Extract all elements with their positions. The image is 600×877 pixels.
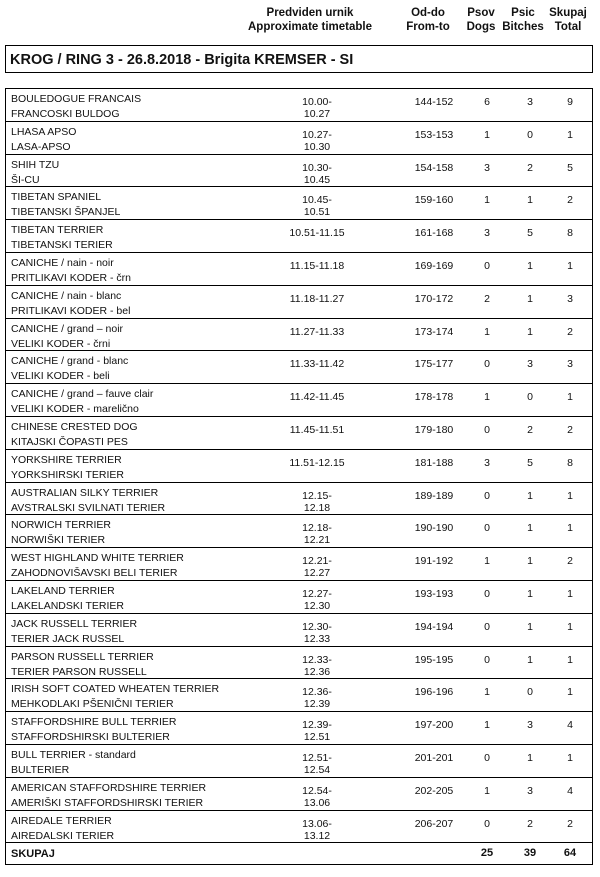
- total-header: [546, 6, 590, 34]
- table-row: [5, 614, 593, 647]
- range-cell: 194-194: [414, 620, 454, 633]
- range-cell: 170-172: [414, 292, 454, 305]
- breed-name-local: VELIKI KODER - črni: [11, 337, 111, 350]
- total-cell: 2: [567, 194, 573, 207]
- breed-table: [5, 88, 593, 865]
- range-cell: 179-180: [414, 423, 454, 436]
- time-cell: 12.18-12.21: [302, 522, 332, 547]
- total-cell: 1: [567, 128, 573, 141]
- dogs-header-en: Dogs: [466, 21, 496, 33]
- breed-name: SHIH TZU: [11, 158, 60, 171]
- range-cell: 159-160: [414, 194, 454, 207]
- breed-name-local: FRANCOSKI BULDOG: [11, 108, 120, 120]
- range-cell: 202-205: [414, 784, 454, 797]
- range-header-en: From-to: [406, 21, 450, 33]
- breed-name-local: KITAJSKI ČOPASTI PES: [11, 435, 128, 448]
- table-row: [5, 647, 593, 680]
- breed-name-local: TIBETANSKI ŠPANJEL: [11, 206, 121, 219]
- bitches-cell: 1: [527, 259, 533, 272]
- bitches-cell: 2: [527, 817, 533, 830]
- total-header-en: Total: [554, 21, 582, 33]
- range-cell: 161-168: [414, 227, 454, 240]
- breed-name: JACK RUSSELL TERRIER: [11, 617, 138, 630]
- table-row: [5, 319, 593, 352]
- time-cell: 12.39-12.51: [302, 719, 332, 744]
- breed-name-local: LASA-APSO: [11, 140, 71, 153]
- breed-name: AIREDALE TERRIER: [11, 814, 112, 827]
- breed-name-local: PRITLIKAVI KODER - bel: [11, 304, 131, 317]
- range-cell: 190-190: [414, 522, 454, 535]
- table-row: [5, 548, 593, 581]
- time-cell: 10.30-10.45: [302, 161, 332, 186]
- dogs-cell: 0: [484, 587, 490, 600]
- breed-name-local: TERIER PARSON RUSSELL: [11, 665, 147, 678]
- bitches-cell: 1: [527, 587, 533, 600]
- dogs-cell: 3: [484, 456, 490, 469]
- dogs-cell: 0: [484, 259, 490, 272]
- breed-name-local: AVSTRALSKI SVILNATI TERIER: [11, 501, 166, 514]
- totals-row: [5, 843, 593, 865]
- dogs-cell: 1: [484, 391, 490, 404]
- dogs-cell: 6: [484, 96, 490, 108]
- dogs-cell: 0: [484, 489, 490, 502]
- range-header-sl: Od-do: [411, 7, 445, 19]
- range-cell: 206-207: [414, 817, 454, 830]
- range-cell: 201-201: [414, 751, 454, 764]
- bitches-cell: 1: [527, 292, 533, 305]
- breed-name-local: VELIKI KODER - marelično: [11, 403, 139, 416]
- breed-name: BULL TERRIER - standard: [11, 748, 136, 761]
- total-cell: 9: [567, 96, 573, 108]
- total-cell: 1: [567, 620, 573, 633]
- total-header-sl: Skupaj: [549, 7, 587, 19]
- total-cell: 1: [567, 489, 573, 502]
- range-cell: 173-174: [414, 325, 454, 338]
- total-cell: 1: [567, 391, 573, 404]
- total-cell: 2: [567, 423, 573, 436]
- bitches-cell: 1: [527, 653, 533, 666]
- time-cell: 11.18-11.27: [289, 292, 345, 305]
- dogs-cell: 1: [484, 325, 490, 338]
- breed-name: WEST HIGHLAND WHITE TERRIER: [11, 552, 184, 565]
- bitches-cell: 3: [527, 96, 533, 108]
- table-row: [5, 483, 593, 516]
- table-row: [5, 351, 593, 384]
- table-row: [5, 286, 593, 319]
- time-cell: 12.54-13.06: [302, 784, 332, 809]
- bitches-cell: 0: [527, 686, 533, 699]
- total-cell: 8: [567, 227, 573, 240]
- breed-name-local: TERIER JACK RUSSEL: [11, 632, 125, 645]
- breed-name: AUSTRALIAN SILKY TERRIER: [11, 486, 159, 499]
- breed-name: STAFFORDSHIRE BULL TERRIER: [11, 716, 177, 729]
- table-row: [5, 417, 593, 450]
- time-cell: 12.33-12.36: [302, 653, 332, 678]
- dogs-cell: 0: [484, 522, 490, 535]
- table-row: [5, 253, 593, 286]
- total-cell: 3: [567, 358, 573, 371]
- time-cell: 11.33-11.42: [289, 358, 345, 371]
- range-cell: 181-188: [414, 456, 454, 469]
- dogs-cell: 3: [484, 227, 490, 240]
- bitches-cell: 3: [527, 784, 533, 797]
- bitches-cell: 1: [527, 555, 533, 568]
- totals-bitches: 39: [523, 847, 537, 860]
- range-cell: 175-177: [414, 358, 454, 371]
- breed-name-local: AMERIŠKI STAFFORDSHIRSKI TERIER: [11, 796, 204, 809]
- range-cell: 169-169: [414, 259, 454, 272]
- range-cell: 196-196: [414, 686, 454, 699]
- bitches-cell: 1: [527, 325, 533, 338]
- time-cell: 11.27-11.33: [289, 325, 345, 338]
- timetable-header: [240, 6, 380, 34]
- bitches-cell: 2: [527, 423, 533, 436]
- total-cell: 2: [567, 555, 573, 568]
- time-cell: 12.51-12.54: [302, 751, 332, 776]
- time-cell: 11.42-11.45: [289, 391, 345, 404]
- total-cell: 3: [567, 292, 573, 305]
- dogs-cell: 3: [484, 161, 490, 174]
- total-cell: 1: [567, 259, 573, 272]
- breed-name-local: PRITLIKAVI KODER - črn: [11, 271, 131, 284]
- dogs-cell: 0: [484, 358, 490, 371]
- breed-name: PARSON RUSSELL TERRIER: [11, 650, 154, 663]
- breed-name: CANICHE / nain - noir: [11, 256, 114, 269]
- time-cell: 10.51-11.15: [289, 227, 345, 240]
- bitches-cell: 1: [527, 522, 533, 535]
- range-cell: 178-178: [414, 391, 454, 404]
- table-row: [5, 515, 593, 548]
- table-row: [5, 122, 593, 155]
- breed-name: CANICHE / grand - blanc: [11, 355, 129, 368]
- dogs-cell: 0: [484, 653, 490, 666]
- range-cell: 144-152: [414, 96, 454, 108]
- table-row: [5, 155, 593, 188]
- bitches-cell: 5: [527, 227, 533, 240]
- table-row: [5, 811, 593, 844]
- bitches-cell: 1: [527, 194, 533, 207]
- bitches-cell: 1: [527, 620, 533, 633]
- table-row: [5, 745, 593, 778]
- dogs-cell: 1: [484, 555, 490, 568]
- time-cell: 11.51-12.15: [289, 456, 345, 469]
- time-cell: 12.36-12.39: [302, 686, 332, 711]
- time-cell: 13.06-13.12: [302, 817, 332, 842]
- dogs-cell: 1: [484, 686, 490, 699]
- table-row: [5, 712, 593, 745]
- total-cell: 5: [567, 161, 573, 174]
- breed-name-local: MEHKODLAKI PŠENIČNI TERIER: [11, 698, 174, 711]
- breed-name-local: NORWIŠKI TERIER: [11, 534, 106, 547]
- total-cell: 4: [567, 784, 573, 797]
- breed-name: NORWICH TERRIER: [11, 519, 111, 532]
- breed-name: CANICHE / grand – noir: [11, 322, 124, 335]
- total-cell: 1: [567, 522, 573, 535]
- breed-name: CANICHE / grand – fauve clair: [11, 388, 154, 401]
- totals-label: SKUPAJ: [11, 848, 55, 861]
- breed-name: TIBETAN SPANIEL: [11, 191, 102, 204]
- breed-name: YORKSHIRE TERRIER: [11, 453, 122, 466]
- ring-title: KROG / RING 3 - 26.8.2018 - Brigita KREMSER - SI: [5, 45, 593, 73]
- total-cell: 1: [567, 653, 573, 666]
- total-cell: 2: [567, 325, 573, 338]
- breed-name: LAKELAND TERRIER: [11, 584, 115, 597]
- bitches-cell: 3: [527, 358, 533, 371]
- totals-dogs: 25: [480, 847, 494, 860]
- dogs-cell: 1: [484, 784, 490, 797]
- time-cell: 10.45-10.51: [302, 194, 332, 219]
- total-cell: 1: [567, 587, 573, 600]
- time-cell: 10.27-10.30: [302, 128, 332, 153]
- total-cell: 1: [567, 751, 573, 764]
- dogs-cell: 2: [484, 292, 490, 305]
- table-row: [5, 89, 593, 122]
- breed-name: TIBETAN TERRIER: [11, 224, 104, 237]
- bitches-header-sl: Psic: [511, 7, 535, 19]
- table-row: [5, 778, 593, 811]
- total-cell: 2: [567, 817, 573, 830]
- bitches-cell: 1: [527, 751, 533, 764]
- total-cell: 8: [567, 456, 573, 469]
- breed-name: CHINESE CRESTED DOG: [11, 420, 138, 433]
- time-cell: 12.21-12.27: [302, 555, 332, 580]
- total-cell: 1: [567, 686, 573, 699]
- total-cell: 4: [567, 719, 573, 732]
- breed-name-local: YORKSHIRSKI TERIER: [11, 468, 124, 481]
- bitches-cell: 2: [527, 161, 533, 174]
- table-row: [5, 679, 593, 712]
- table-row: [5, 581, 593, 614]
- range-cell: 195-195: [414, 653, 454, 666]
- range-cell: 193-193: [414, 587, 454, 600]
- totals-total: 64: [563, 847, 577, 860]
- table-row: [5, 384, 593, 417]
- range-cell: 191-192: [414, 555, 454, 568]
- bitches-header: [500, 6, 546, 34]
- range-cell: 197-200: [414, 719, 454, 732]
- table-row: [5, 220, 593, 253]
- breed-name-local: STAFFORDSHIRSKI BULTERIER: [11, 731, 170, 744]
- range-cell: 153-153: [414, 128, 454, 141]
- bitches-header-en: Bitches: [502, 21, 544, 33]
- time-cell: 10.00-10.27: [302, 96, 332, 120]
- timetable-header-en: Approximate timetable: [248, 21, 372, 33]
- dogs-cell: 1: [484, 194, 490, 207]
- dogs-cell: 0: [484, 423, 490, 436]
- time-cell: 12.30-12.33: [302, 620, 332, 645]
- breed-name-local: TIBETANSKI TERIER: [11, 239, 113, 252]
- breed-name-local: ZAHODNOVIŠAVSKI BELI TERIER: [11, 567, 178, 580]
- dogs-header: [462, 6, 500, 34]
- range-header: [398, 6, 458, 34]
- breed-name-local: VELIKI KODER - beli: [11, 370, 110, 383]
- breed-name: IRISH SOFT COATED WHEATEN TERRIER: [11, 683, 220, 696]
- dogs-cell: 0: [484, 620, 490, 633]
- range-cell: 154-158: [414, 161, 454, 174]
- time-cell: 12.27-12.30: [302, 587, 332, 612]
- table-row: [5, 187, 593, 220]
- breed-name: LHASA APSO: [11, 125, 77, 138]
- bitches-cell: 3: [527, 719, 533, 732]
- dogs-cell: 0: [484, 751, 490, 764]
- bitches-cell: 5: [527, 456, 533, 469]
- time-cell: 12.15-12.18: [302, 489, 332, 514]
- breed-name-local: LAKELANDSKI TERIER: [11, 599, 125, 612]
- dogs-cell: 1: [484, 719, 490, 732]
- breed-name-local: ŠI-CU: [11, 173, 40, 186]
- breed-name: AMERICAN STAFFORDSHIRE TERRIER: [11, 781, 207, 794]
- dogs-header-sl: Psov: [467, 7, 495, 19]
- breed-name-local: BULTERIER: [11, 763, 70, 776]
- breed-name-local: AIREDALSKI TERIER: [11, 829, 115, 842]
- dogs-cell: 0: [484, 817, 490, 830]
- time-cell: 11.45-11.51: [289, 423, 345, 436]
- time-cell: 11.15-11.18: [289, 259, 345, 272]
- bitches-cell: 1: [527, 489, 533, 502]
- bitches-cell: 0: [527, 391, 533, 404]
- table-row: [5, 450, 593, 483]
- timetable-header-sl: Predviden urnik: [266, 7, 354, 19]
- bitches-cell: 0: [527, 128, 533, 141]
- dogs-cell: 1: [484, 128, 490, 141]
- breed-name: BOULEDOGUE FRANCAIS: [11, 93, 142, 105]
- breed-name: CANICHE / nain - blanc: [11, 289, 122, 302]
- range-cell: 189-189: [414, 489, 454, 502]
